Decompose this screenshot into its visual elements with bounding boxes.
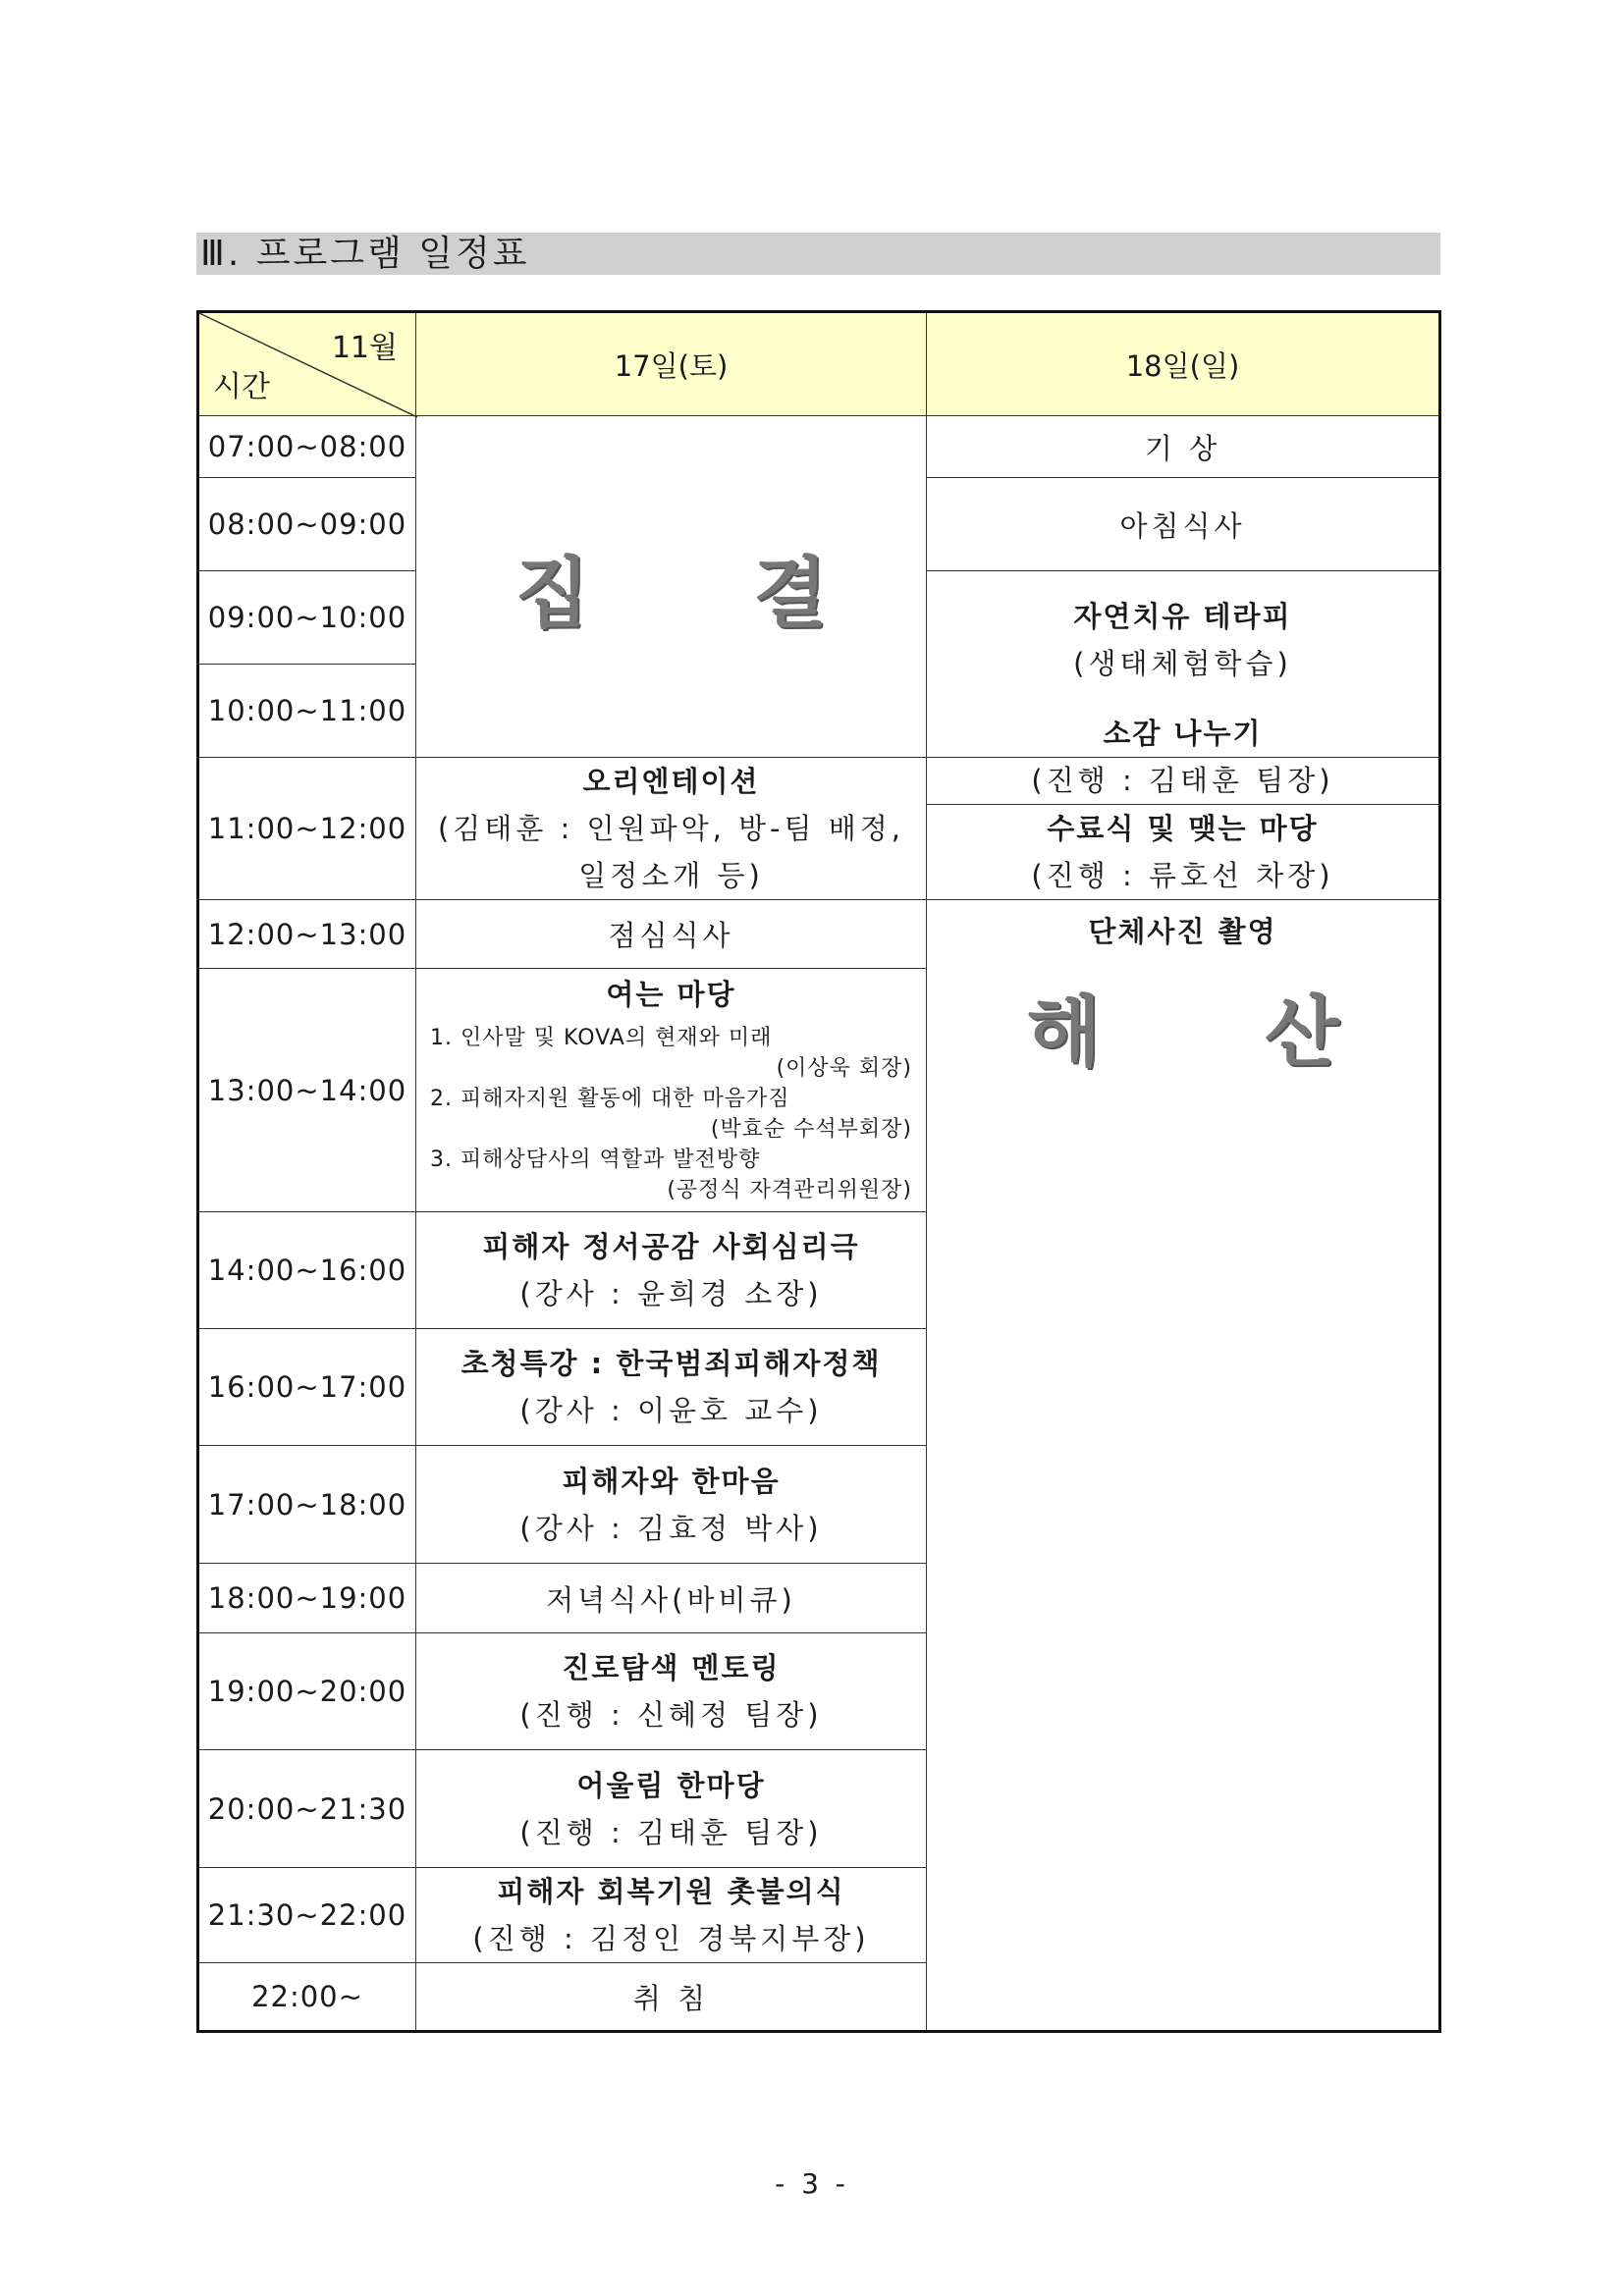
share-block: [927, 714, 1438, 804]
opening-item-text: 2. 피해자지원 활동에 대한 마음가짐: [430, 1087, 790, 1111]
opening-item-text: 1. 인사말 및 KOVA의 현재와 미래: [430, 1026, 773, 1050]
share-title: 소감 나누기: [1103, 716, 1263, 750]
session-sub: (강사 : 윤희경 소장): [519, 1277, 823, 1310]
time-cell: 07:00~08:00: [198, 416, 416, 478]
session-sub: (강사 : 김효정 박사): [519, 1511, 823, 1545]
time-cell: 10:00~11:00: [198, 665, 416, 758]
sleep-cell: 취 침: [416, 1963, 927, 2032]
header-corner-cell: [198, 312, 416, 416]
page-number: - 3 -: [775, 2167, 849, 2200]
breakfast-cell: 아침식사: [927, 478, 1440, 571]
time-cell: 13:00~14:00: [198, 969, 416, 1212]
session-title: 피해자 정서공감 사회심리극: [482, 1230, 860, 1263]
closing-block: [927, 804, 1438, 899]
dismiss-text: 해 산: [1026, 988, 1408, 1077]
orientation-title: 오리엔테이션: [582, 765, 760, 798]
opening-item-text: 3. 피해상담사의 역할과 발전방향: [430, 1148, 761, 1172]
session-sub: (진행 : 김태훈 팀장): [519, 1815, 823, 1849]
session-title: 피해자 회복기원 촛불의식: [497, 1875, 845, 1908]
opening-title: 여는 마당: [606, 978, 736, 1011]
opening-cell: [416, 969, 927, 1212]
session-cell: [416, 1868, 927, 1963]
share-sub: (진행 : 김태훈 팀장): [1031, 763, 1334, 797]
section-title: Ⅲ. 프로그램 일정표: [196, 233, 1440, 275]
time-cell: 11:00~12:00: [198, 758, 416, 900]
lunch-cell: 점심식사: [416, 900, 927, 969]
time-cell: 14:00~16:00: [198, 1212, 416, 1329]
time-cell: 18:00~19:00: [198, 1564, 416, 1633]
gather-cell: [416, 416, 927, 758]
opening-item-speaker: (공정식 자격관리위원장): [667, 1178, 912, 1202]
session-cell: [416, 1212, 927, 1329]
time-cell: 08:00~09:00: [198, 478, 416, 571]
orientation-line1: (김태훈 : 인원파악, 방-팀 배정,: [437, 812, 904, 845]
session-title: 어울림 한마당: [576, 1768, 766, 1802]
session-cell: [416, 1446, 927, 1564]
session-cell: [416, 1329, 927, 1446]
opening-item: [430, 1145, 912, 1205]
time-cell: 16:00~17:00: [198, 1329, 416, 1446]
time-cell: 17:00~18:00: [198, 1446, 416, 1564]
time-cell: 09:00~10:00: [198, 571, 416, 665]
time-cell: 22:00~: [198, 1963, 416, 2032]
opening-item-speaker: (박효순 수석부회장): [710, 1117, 912, 1142]
closing-title: 수료식 및 맺는 마당: [1047, 811, 1319, 845]
session-title: 피해자와 한마음: [562, 1464, 781, 1498]
opening-item: [430, 1023, 912, 1084]
closing-sub: (진행 : 류호선 차장): [1031, 858, 1334, 892]
orientation-line2: 일정소개 등): [578, 859, 764, 892]
header-day1: 17일(토): [416, 312, 927, 416]
photo-text: 단체사진 촬영: [1088, 915, 1277, 948]
therapy-sub: (생태체험학습): [1073, 647, 1292, 680]
wake-cell: 기 상: [927, 416, 1440, 478]
session-title: 초청특강 : 한국범죄피해자정책: [460, 1347, 882, 1380]
gather-text: 집 결: [514, 549, 896, 638]
session-title: 진로탐색 멘토링: [562, 1651, 781, 1684]
header-month: 11월: [331, 331, 398, 365]
photo-dismiss-cell: [927, 900, 1440, 2032]
dinner-cell: 저녁식사(바비큐): [416, 1564, 927, 1633]
schedule-table: [196, 310, 1441, 2033]
opening-item-speaker: (이상욱 회장): [776, 1056, 912, 1081]
therapy-title: 자연치유 테라피: [1073, 600, 1292, 633]
session-cell: [416, 1750, 927, 1868]
opening-item: [430, 1084, 912, 1145]
time-cell: 20:00~21:30: [198, 1750, 416, 1868]
session-cell: [416, 1633, 927, 1750]
header-day2: 18일(일): [927, 312, 1440, 416]
time-cell: 19:00~20:00: [198, 1633, 416, 1750]
session-sub: (강사 : 이윤호 교수): [519, 1394, 823, 1427]
orientation-cell: [416, 758, 927, 900]
session-sub: (진행 : 김정인 경북지부장): [472, 1922, 870, 1955]
session-sub: (진행 : 신혜정 팀장): [519, 1698, 823, 1732]
share-closing-cell: [927, 716, 1440, 900]
time-cell: 21:30~22:00: [198, 1868, 416, 1963]
header-time-label: 시간: [213, 370, 270, 404]
time-cell: 12:00~13:00: [198, 900, 416, 969]
